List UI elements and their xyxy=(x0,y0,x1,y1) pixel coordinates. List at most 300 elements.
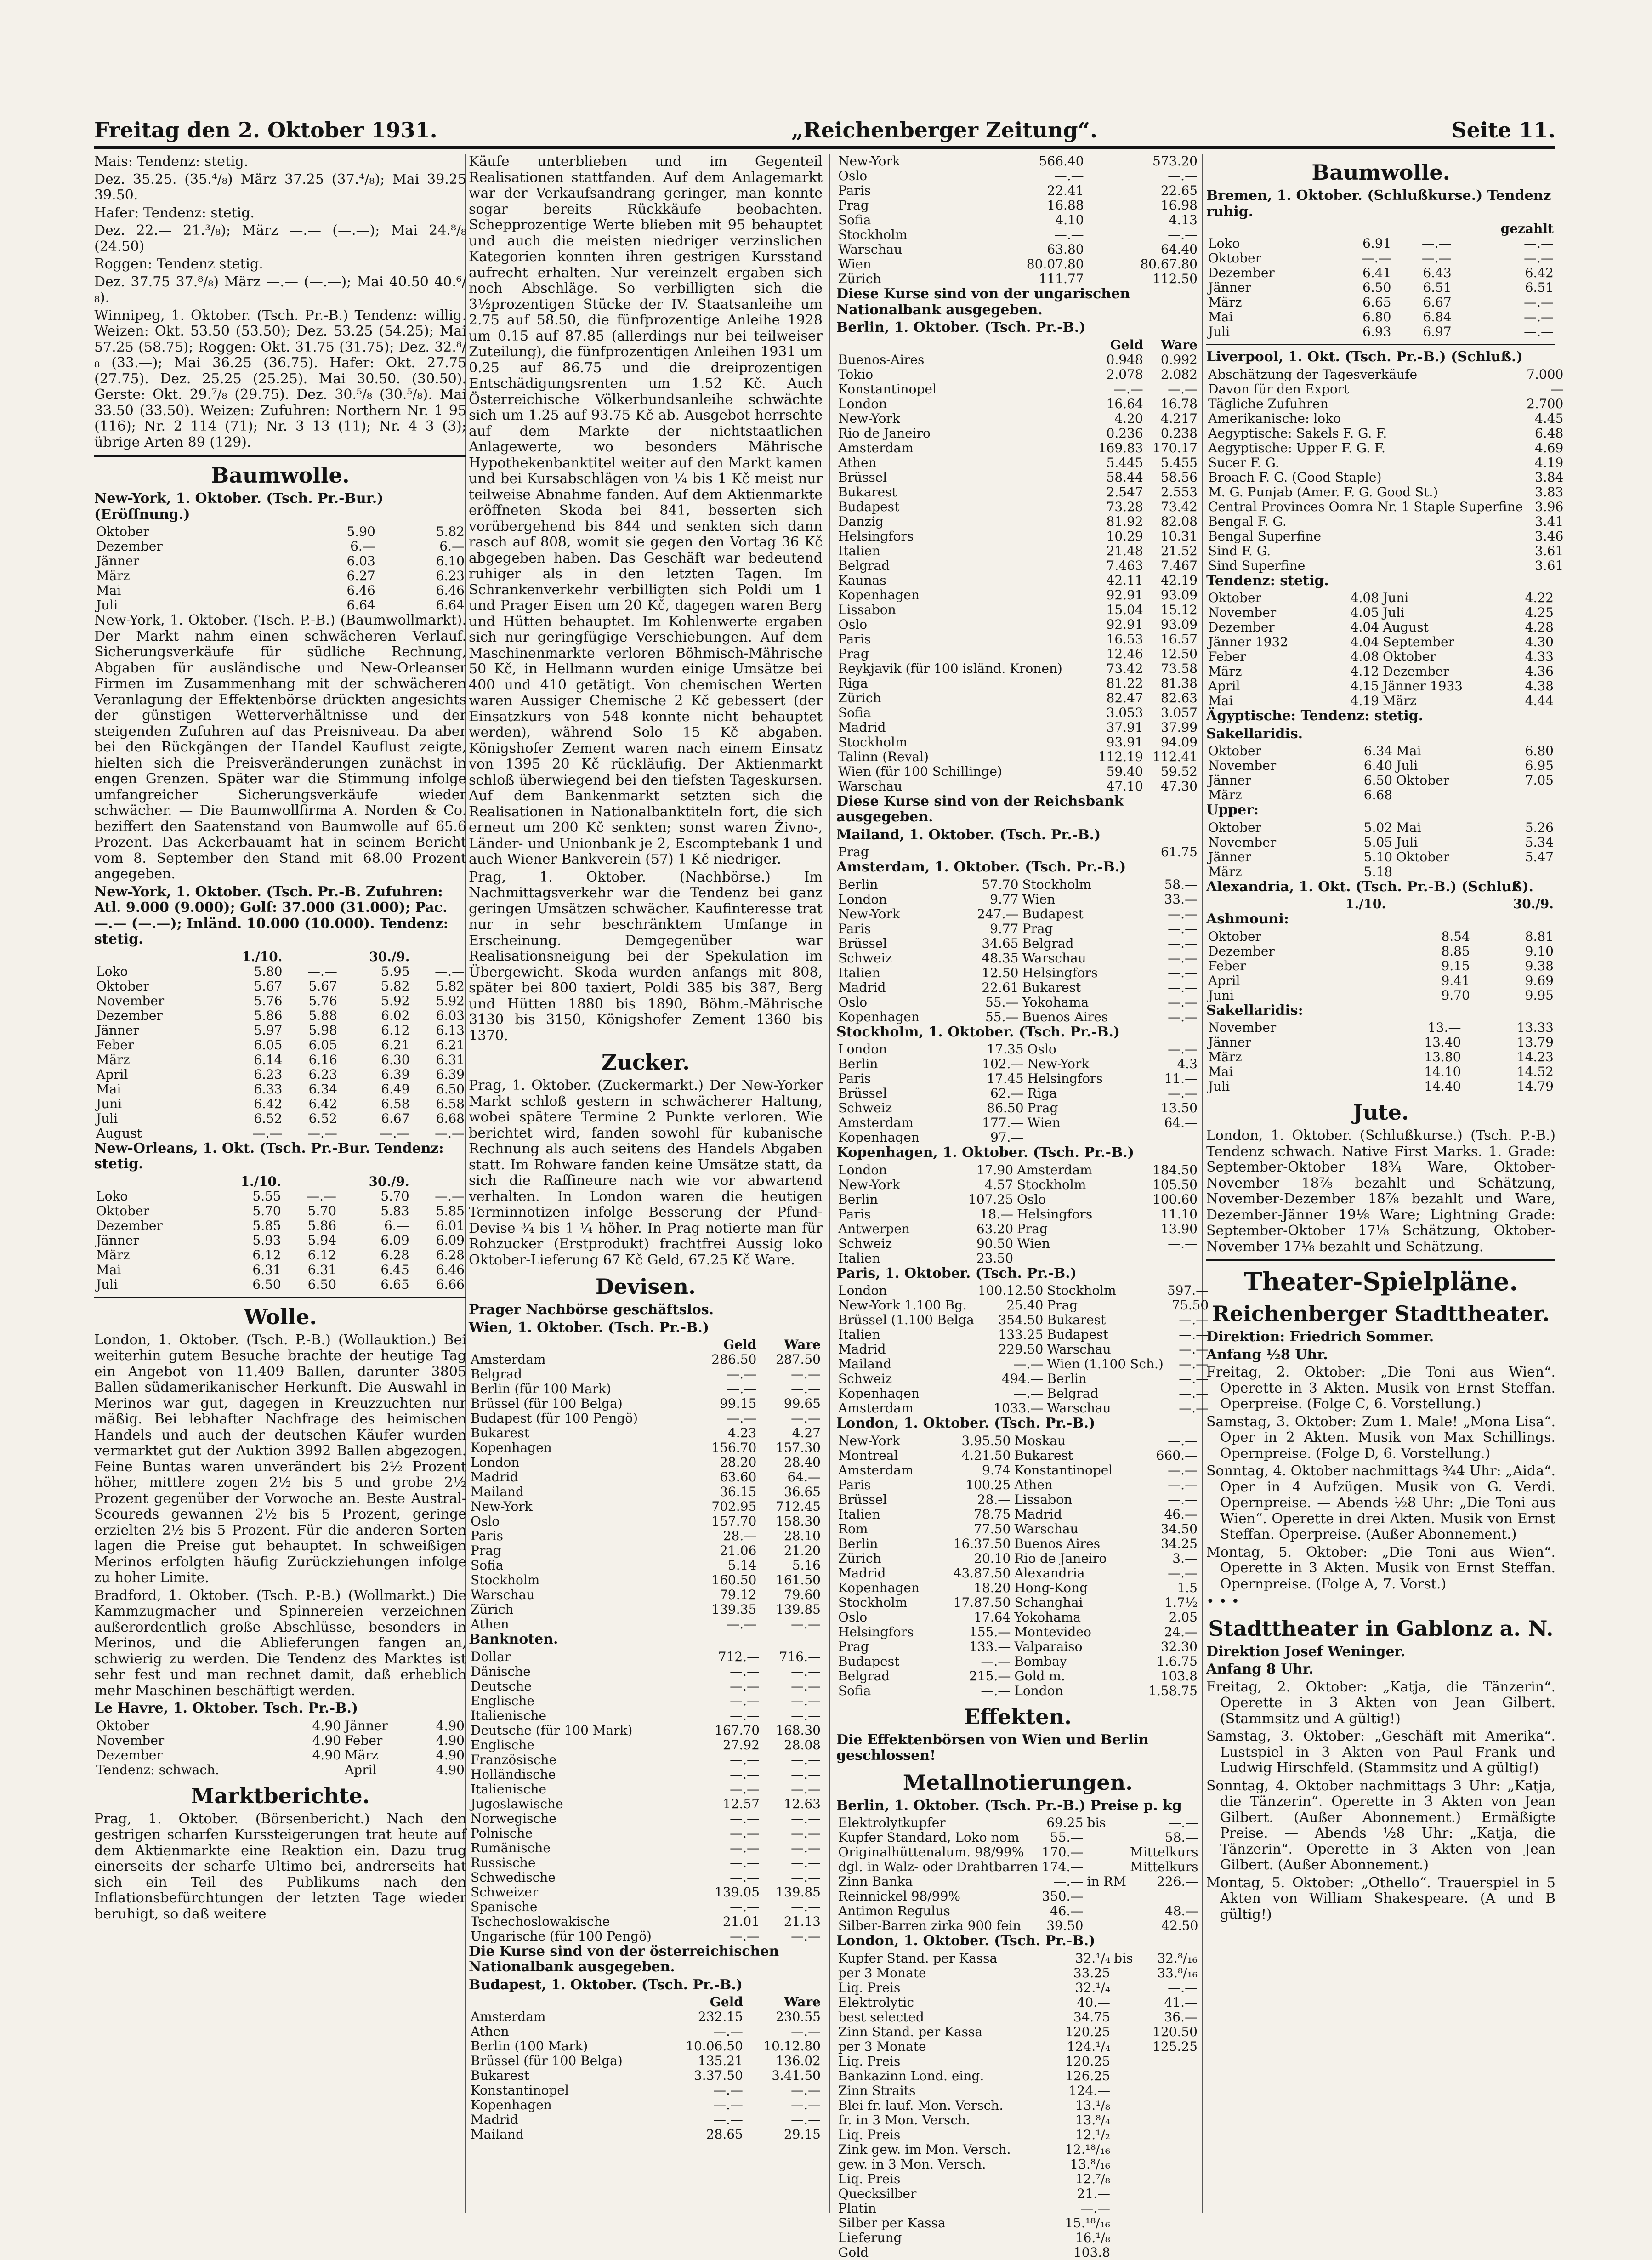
table-row xyxy=(836,1448,1199,1463)
table-cell: Warschau xyxy=(838,778,903,794)
table-cell: 14.52 xyxy=(1516,1064,1554,1079)
price-table-ny3 xyxy=(94,950,466,1141)
table-row xyxy=(1206,310,1555,324)
table-cell: Zinn Banka xyxy=(838,1874,913,1889)
table-cell: 17.90 xyxy=(976,1162,1014,1178)
table-cell: Amsterdam xyxy=(471,1352,546,1367)
table-cell: 9.74 xyxy=(982,1462,1011,1478)
column-header xyxy=(1206,897,1220,911)
table-cell: März xyxy=(1208,664,1242,679)
table-row xyxy=(836,272,1199,286)
table-cell: 4.69 xyxy=(1534,440,1564,455)
report-head: Le Havre, 1. Oktober. Tsch. Pr.-B.) xyxy=(94,1700,358,1716)
table-cell: 6.21 xyxy=(381,1037,410,1053)
grain-intro xyxy=(94,154,466,450)
table-row xyxy=(1206,1035,1555,1050)
table-cell: 9.77 xyxy=(990,921,1019,936)
table-cell: 160.50 xyxy=(711,1572,757,1588)
table-cell: —.— xyxy=(981,1653,1011,1669)
table-cell: Berlin (100 Mark) xyxy=(471,2038,588,2054)
table-cell: Madrid xyxy=(838,979,886,995)
table-cell: 6.03 xyxy=(346,553,375,569)
table-cell: 94.09 xyxy=(1160,734,1198,750)
table-row xyxy=(836,936,1199,951)
table-cell: 6.51 xyxy=(1525,280,1554,295)
table-row xyxy=(836,1639,1199,1654)
table-cell xyxy=(1140,2216,1199,2231)
table-cell: 9.41 xyxy=(1441,973,1470,988)
column-header xyxy=(94,1174,210,1189)
price-table-upper xyxy=(1206,820,1555,879)
table-row xyxy=(836,1830,1200,1845)
table-cell: Buenos Aires xyxy=(1022,1009,1108,1025)
table-row xyxy=(1206,500,1565,514)
table-cell: März xyxy=(1208,787,1242,803)
table-cell: November xyxy=(1208,605,1277,620)
table-cell: 75.50 xyxy=(1172,1298,1209,1313)
table-cell: 4.13 xyxy=(1169,212,1198,228)
table-cell: April xyxy=(1208,973,1240,988)
table-cell: 3.61 xyxy=(1534,558,1564,573)
table-row xyxy=(1206,744,1555,758)
table-row xyxy=(469,1529,823,1543)
table-cell: Paris xyxy=(838,1206,871,1222)
table-row xyxy=(836,1610,1199,1625)
table-cell: Sofia xyxy=(471,1558,504,1573)
table-cell: 1.6.75 xyxy=(1156,1653,1198,1669)
table-cell: November xyxy=(96,993,165,1008)
table-cell: Deutsche (für 100 Mark) xyxy=(471,1722,633,1738)
table-cell: 103.8 xyxy=(1160,1668,1198,1684)
table-cell: Stockholm xyxy=(1047,1283,1116,1298)
table-cell: Madrid xyxy=(838,719,886,735)
table-row xyxy=(836,980,1199,995)
table-cell xyxy=(1112,2245,1140,2260)
table-cell: 6.50 xyxy=(1362,280,1391,295)
table-row xyxy=(836,2069,1199,2084)
table-cell: New-York xyxy=(838,1177,900,1192)
table-cell: 4.217 xyxy=(1160,410,1198,426)
price-table-sakellaridis xyxy=(1206,744,1555,803)
table-cell: 81.22 xyxy=(1106,675,1143,691)
table-cell: 139.85 xyxy=(776,1884,821,1900)
table-cell: 712.— xyxy=(718,1649,760,1664)
table-row xyxy=(1206,620,1555,635)
report-text: Roggen: Tendenz stetig. xyxy=(94,256,263,272)
table-cell: —.— xyxy=(1524,324,1554,339)
table-cell: Mailand xyxy=(471,1484,524,1499)
table-cell: —.— xyxy=(730,1840,760,1856)
table-cell: 13.33 xyxy=(1516,1020,1554,1035)
table-cell: 5.85 xyxy=(252,1218,281,1233)
table-row xyxy=(94,1038,466,1053)
table-cell xyxy=(1112,2010,1140,2025)
table-cell: 5.92 xyxy=(381,993,410,1008)
table-cell: 6.45 xyxy=(380,1262,409,1277)
table-cell: 6.31 xyxy=(436,1052,465,1067)
table-cell: 112.19 xyxy=(1098,749,1143,764)
column-header: Geld xyxy=(1110,337,1143,353)
table-row xyxy=(836,1342,1210,1357)
table-cell xyxy=(1140,2098,1199,2113)
rate-table-london xyxy=(836,1434,1199,1698)
table-cell: 112.50 xyxy=(1152,271,1198,286)
table-cell: Valparaiso xyxy=(1014,1639,1083,1654)
table-cell: 6.58 xyxy=(436,1096,465,1111)
table-cell: Loko xyxy=(96,1188,128,1204)
table-row xyxy=(1206,514,1565,529)
table-cell: 6.41 xyxy=(1362,265,1391,280)
table-cell xyxy=(1497,865,1555,879)
table-cell: Stockholm xyxy=(838,227,908,242)
table-row xyxy=(469,2010,823,2024)
table-cell: Brüssel (für 100 Belga) xyxy=(471,2053,623,2068)
table-header-row xyxy=(1206,897,1555,911)
table-row xyxy=(1206,605,1555,620)
table-cell: Helsingfors xyxy=(1027,1071,1103,1086)
table-row xyxy=(1206,1079,1555,1094)
table-row xyxy=(836,735,1199,750)
column-header: Ware xyxy=(784,1337,821,1352)
table-row xyxy=(469,2112,823,2127)
table-row xyxy=(94,524,466,539)
table-cell: Warschau xyxy=(1047,1342,1111,1357)
table-row xyxy=(836,183,1199,198)
table-row xyxy=(836,213,1199,228)
table-cell: Berlin xyxy=(838,1536,878,1551)
table-cell: Brüssel (für 100 Belga) xyxy=(471,1396,623,1411)
table-row xyxy=(469,1664,823,1679)
table-cell: dgl. in Walz- oder Drahtbarren xyxy=(838,1859,1039,1874)
table-cell: Schweiz xyxy=(838,1371,892,1386)
table-cell: —.— xyxy=(1168,1086,1198,1101)
table-cell: 120.50 xyxy=(1152,2024,1198,2039)
table-cell: Englische xyxy=(471,1693,534,1708)
table-row xyxy=(469,1514,823,1529)
table-cell: 5.90 xyxy=(346,524,375,539)
table-cell: Athen xyxy=(471,2024,509,2039)
table-header-row xyxy=(469,1338,823,1352)
table-cell: Oktober xyxy=(1382,649,1436,664)
table-cell: 29.15 xyxy=(783,2127,821,2142)
table-cell: —.— xyxy=(1168,1009,1198,1025)
table-cell: Warschau xyxy=(471,1587,535,1602)
table-cell: Prag xyxy=(1022,921,1053,936)
header-masthead: „Reichenberger Zeitung“. xyxy=(791,118,1098,142)
table-cell: —.— xyxy=(1168,168,1198,183)
table-row xyxy=(469,2054,823,2068)
table-row xyxy=(469,1411,823,1426)
report-text: Prag, 1. Oktober. (Zuckermarkt.) Der New-Yorker Markt schloß gestern in schwächerer Haltung, wobei spätere Termine 2 Punkte verloren. Wie berichtet wird, fanden sowohl für kubanische Rechnung als auch seitens des Handels Abgaben statt. Im Rohware fanden keine Umsätze statt, da sich die Raffineure nach wie vor abwartend verhalten. In London waren die heutigen Terminnotizen infolge Besserung der Pfund-Devise ¾ bis 1 ¼ höher. In Prag notierte man für Rohzucker (Erstprodukt) frachtfrei Aussig loko Oktober-Lieferung 67 Kč Geld, 67.25 Kč Ware. xyxy=(469,1077,823,1268)
table-cell: Tschechoslowakische xyxy=(471,1913,610,1929)
table-cell: —.— xyxy=(1168,381,1198,397)
table-row xyxy=(836,764,1199,779)
table-cell: 5.70 xyxy=(380,1188,409,1204)
table-cell: —.— xyxy=(1421,236,1452,251)
section-title-wolle: Wolle. xyxy=(244,1304,317,1329)
program-entry: Freitag, 2. Oktober: „Die Toni aus Wien“. Operette in 3 Akten. Musik von Ernst Steffan. Operpreise. (Folge C, 6. Vorstellung.) xyxy=(1206,1364,1555,1412)
table-cell: —.— xyxy=(730,1693,760,1708)
report-note: Die Kurse sind von der österreichischen Nationalbank ausgegeben. xyxy=(469,1943,779,1975)
table-cell: 5.98 xyxy=(308,1022,337,1038)
table-row xyxy=(836,1236,1199,1251)
table-cell: Schwedische xyxy=(471,1869,556,1885)
table-row xyxy=(469,1767,823,1782)
table-cell: 6.80 xyxy=(1525,743,1554,758)
rate-table-mailand xyxy=(836,845,1199,860)
table-cell: 80.67.80 xyxy=(1140,256,1198,272)
table-row xyxy=(94,1719,466,1733)
table-cell: —.— xyxy=(1013,1386,1044,1401)
table-row xyxy=(94,554,466,569)
table-cell: Lieferung xyxy=(838,2230,902,2245)
table-row xyxy=(836,1492,1199,1507)
table-cell: 4.90 xyxy=(436,1732,465,1748)
table-cell: —.— xyxy=(791,2097,821,2112)
table-cell: Feber xyxy=(344,1732,383,1748)
table-cell: 6.52 xyxy=(308,1110,337,1126)
table-row xyxy=(836,1918,1200,1933)
table-cell: Juli xyxy=(96,598,118,613)
table-row xyxy=(1206,944,1555,959)
table-cell: Paris xyxy=(471,1528,503,1543)
ornament-divider: • • • xyxy=(1206,1594,1240,1610)
table-cell: 28.40 xyxy=(783,1455,821,1470)
table-cell: Alexandria xyxy=(1014,1565,1085,1581)
table-cell: 5.86 xyxy=(254,1008,283,1023)
table-cell: Juli xyxy=(1382,605,1405,620)
table-cell: 100.60 xyxy=(1152,1191,1198,1207)
table-cell: 4.33 xyxy=(1525,649,1554,664)
table-cell: 712.45 xyxy=(776,1499,821,1514)
table-cell: Schweiz xyxy=(838,1235,892,1251)
table-cell: 12.¹/₂ xyxy=(1075,2127,1111,2142)
table-cell: Italien xyxy=(838,1506,880,1522)
table-cell: 6.46 xyxy=(346,583,375,598)
column-divider xyxy=(1202,154,1203,2213)
table-cell: Stockholm xyxy=(471,1572,540,1588)
table-cell: Prag xyxy=(838,844,869,860)
table-row xyxy=(1206,591,1555,605)
table-cell: 63.60 xyxy=(720,1469,757,1485)
table-row xyxy=(836,2025,1199,2039)
table-cell: 64.— xyxy=(1164,1115,1198,1130)
table-row xyxy=(1206,324,1555,339)
table-cell: Feber xyxy=(1208,958,1246,973)
table-row xyxy=(836,1951,1199,1966)
table-cell: Prag xyxy=(1017,1221,1048,1236)
table-cell xyxy=(1112,2216,1140,2231)
section-rule xyxy=(1206,1259,1555,1261)
table-cell: 156.70 xyxy=(711,1440,757,1455)
table-row xyxy=(836,1057,1199,1071)
table-cell: März xyxy=(1208,864,1242,879)
table-cell: 5.10 xyxy=(1363,849,1393,865)
rate-table-amsterdam xyxy=(836,877,1199,1025)
table-cell: Bengal F. G. xyxy=(1208,513,1287,529)
report-subtitle: Prager Nachbörse geschäftslos. xyxy=(469,1302,714,1318)
theater-name: Reichenberger Stadttheater. xyxy=(1212,1301,1550,1326)
table-cell: 28.10 xyxy=(783,1528,821,1543)
table-cell: 120.25 xyxy=(1065,2053,1111,2069)
table-cell: 168.30 xyxy=(776,1722,821,1738)
table-cell: Antimon Regulus xyxy=(838,1903,950,1918)
table-cell: 43.87.50 xyxy=(953,1565,1011,1581)
table-cell: Mai xyxy=(1208,309,1233,324)
table-cell xyxy=(1140,2113,1199,2128)
table-row xyxy=(469,1694,823,1708)
table-cell: —.— xyxy=(791,1869,821,1885)
table-row xyxy=(836,1192,1199,1207)
table-cell: Brüssel xyxy=(838,1491,887,1507)
table-cell: Helsingfors xyxy=(838,1624,914,1639)
table-cell: Paris xyxy=(838,1071,871,1086)
program-entry: Samstag, 3. Oktober: Zum 1. Male! „Mona Lisa“. Oper in 2 Akten. Musik von Max Schillings. Opernpreise. (Folge D, 6. Vorstellung.) xyxy=(1206,1413,1555,1462)
table-cell: Jänner xyxy=(96,1232,139,1248)
report-subhead: Upper: xyxy=(1206,802,1259,818)
table-cell xyxy=(1085,1845,1128,1860)
table-cell: Liq. Preis xyxy=(838,1980,901,1995)
table-row xyxy=(836,514,1199,529)
report-head: Berlin, 1. Oktober. (Tsch. Pr.-B.) Preise p. kg xyxy=(836,1797,1182,1814)
table-cell: 5.455 xyxy=(1160,455,1198,470)
table-cell: März xyxy=(344,1747,379,1763)
report-head: London, 1. Oktober. (Tsch. Pr.-B.) xyxy=(836,1415,1096,1431)
theater-program xyxy=(1206,1679,1555,1923)
table-cell: 2.082 xyxy=(1160,366,1198,382)
table-cell: 34.75 xyxy=(1073,2009,1111,2025)
table-cell: 6.91 xyxy=(1362,236,1391,251)
table-row xyxy=(836,995,1199,1010)
table-cell: —.— xyxy=(1179,1371,1209,1386)
table-cell: Italien xyxy=(838,965,880,980)
table-cell: Mai xyxy=(1208,693,1233,708)
theater-direction: Direktion Josef Weninger. xyxy=(1206,1643,1406,1660)
table-cell: 6.97 xyxy=(1423,324,1452,339)
table-cell: 62.— xyxy=(990,1086,1024,1101)
table-cell: 13.90 xyxy=(1160,1221,1198,1236)
table-cell: 14.23 xyxy=(1516,1049,1554,1065)
table-cell: 139.85 xyxy=(776,1602,821,1617)
section-rule xyxy=(94,1297,466,1298)
table-cell: Brüssel xyxy=(838,469,887,485)
table-cell: 6.40 xyxy=(1363,758,1393,773)
table-cell: 135.21 xyxy=(698,2053,743,2068)
table-cell: Broach F. G. (Good Staple) xyxy=(1208,469,1382,485)
table-cell: 120.25 xyxy=(1065,2024,1111,2039)
table-cell: 5.80 xyxy=(254,963,283,979)
column-header: 1./10. xyxy=(242,949,283,964)
table-cell: 13.80 xyxy=(1424,1049,1461,1065)
table-cell: Zürich xyxy=(838,271,881,286)
table-cell: 6.30 xyxy=(381,1052,410,1067)
table-cell: 7.000 xyxy=(1527,366,1564,382)
table-row xyxy=(1206,664,1555,679)
table-cell: 136.02 xyxy=(776,2053,821,2068)
table-header-row xyxy=(94,1174,466,1189)
table-cell: 7.05 xyxy=(1525,773,1554,788)
table-cell: 9.15 xyxy=(1441,958,1470,973)
table-cell: 42.11 xyxy=(1106,572,1143,588)
table-cell: Kupfer Standard, Loko nom xyxy=(838,1830,1019,1845)
table-cell: 16.¹/₈ xyxy=(1075,2230,1111,2245)
price-table-alexandria-header xyxy=(1206,897,1555,911)
table-row xyxy=(94,1189,466,1204)
table-cell: Feber xyxy=(1208,649,1246,664)
table-cell: Spanische xyxy=(471,1899,538,1914)
table-cell: November xyxy=(96,1732,165,1748)
table-row xyxy=(469,1573,823,1588)
table-cell: Athen xyxy=(471,1617,509,1632)
table-cell: Oslo xyxy=(1017,1191,1046,1207)
report-head: Paris, 1. Oktober. (Tsch. Pr.-B.) xyxy=(836,1265,1077,1281)
table-cell: Liq. Preis xyxy=(838,2171,901,2186)
table-cell: —.— xyxy=(730,1766,760,1782)
table-cell: 3.41.50 xyxy=(772,2068,821,2083)
rate-table-budapest-cont xyxy=(836,154,1199,286)
table-cell: Wien xyxy=(1027,1115,1061,1130)
price-table-havre xyxy=(94,1719,466,1777)
table-cell xyxy=(1112,2186,1140,2201)
table-cell: Juli xyxy=(96,1110,118,1126)
table-cell: 18.— xyxy=(980,1206,1014,1222)
table-row xyxy=(836,544,1199,558)
report-head: New-York, 1. Oktober. (Tsch. Pr.-B. Zufuhren: Atl. 9.000 (9.000); Golf: 37.000 (31.000); Pac. —.— (—.—); Inländ. 10.000 (10.000). Tendenz: stetig. xyxy=(94,883,448,947)
section-title-devisen: Devisen. xyxy=(596,1274,696,1299)
table-row xyxy=(94,1067,466,1082)
report-head: New-Orleans, 1. Okt. (Tsch. Pr.-Bur. Tendenz: stetig. xyxy=(94,1140,444,1172)
table-cell: 73.58 xyxy=(1160,660,1198,676)
table-cell: Prag xyxy=(838,646,869,661)
table-cell xyxy=(1140,2201,1199,2216)
table-cell: Berlin xyxy=(838,1056,878,1071)
table-cell: 4.90 xyxy=(436,1718,465,1733)
table-cell: —.— xyxy=(435,1188,465,1204)
table-header-row xyxy=(1206,222,1555,236)
table-row xyxy=(836,1551,1199,1566)
table-cell: —.— xyxy=(435,1125,465,1141)
table-cell xyxy=(1497,788,1555,803)
table-cell: —.— xyxy=(730,1663,760,1679)
table-cell: —.— xyxy=(791,2083,821,2098)
table-cell: —.— xyxy=(730,1855,760,1870)
report-head: Amsterdam, 1. Oktober. (Tsch. Pr.-B.) xyxy=(836,859,1126,875)
table-cell xyxy=(1112,1981,1140,1995)
table-cell: —.— xyxy=(1113,381,1143,397)
table-cell: —.— xyxy=(1168,1815,1198,1830)
table-cell: —.— xyxy=(791,1899,821,1914)
table-cell: 14.10 xyxy=(1424,1064,1461,1079)
table-cell: 58.44 xyxy=(1106,469,1143,485)
table-cell: 5.88 xyxy=(308,1008,337,1023)
table-cell: 111.77 xyxy=(1039,271,1084,286)
section-title-jute: Jute. xyxy=(1353,1100,1409,1125)
table-cell: —.— xyxy=(1168,1235,1198,1251)
table-cell: 59.40 xyxy=(1106,763,1143,779)
table-cell: 6.51 xyxy=(1423,280,1452,295)
table-cell: Helsingfors xyxy=(1017,1206,1093,1222)
table-cell: 4.10 xyxy=(1055,212,1084,228)
table-cell: Jänner 1933 xyxy=(1382,678,1463,694)
table-row xyxy=(836,2245,1199,2260)
table-cell: Jänner xyxy=(1208,1035,1251,1050)
table-row xyxy=(1206,850,1555,865)
table-cell: —.— xyxy=(1013,1356,1044,1372)
table-cell: Italien xyxy=(838,543,880,558)
table-row xyxy=(469,1782,823,1797)
rate-table-kopenhagen xyxy=(836,1163,1199,1266)
table-cell: Amsterdam xyxy=(838,1115,914,1130)
